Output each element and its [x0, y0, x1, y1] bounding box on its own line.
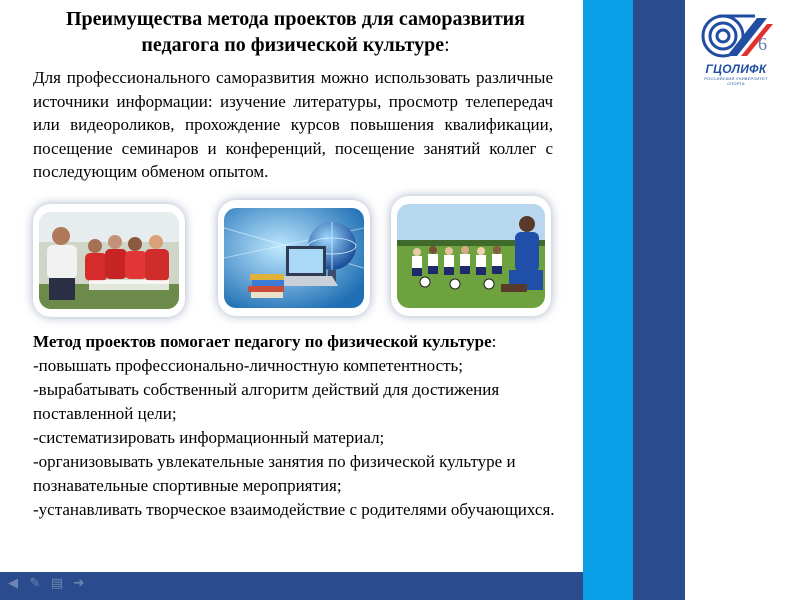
photo-coach-kids — [391, 196, 551, 316]
photo-globe-laptop — [218, 200, 370, 316]
coach-kids-football-photo — [397, 204, 545, 308]
methods-item: -устанавливать творческое взаимодействие с родителями обучающихся. — [33, 500, 555, 519]
methods-item: -систематизировать информационный материал; — [33, 428, 385, 447]
methods-lead: Метод проектов помогает педагогу по физической культуре — [33, 332, 492, 351]
decorative-stripe-light — [583, 0, 633, 600]
photo-team-huddle — [33, 204, 185, 317]
pen-icon[interactable]: ✎ — [29, 576, 41, 591]
slide-title — [28, 6, 563, 58]
intro-paragraph: Для профессионального саморазвития можно использовать различные источники информации: изучение литературы, просмотр телепередач или видеороликов, прохождение курсов повышения квалификации, посещение семинаров и конференций, посещение занятий коллег с последующим обменом опытом. — [33, 68, 553, 181]
logo-name: ГЦОЛИФК — [705, 62, 767, 76]
methods-item: -вырабатывать собственный алгоритм действий для достижения поставленной цели; — [33, 380, 500, 423]
globe-laptop-books-photo — [224, 208, 364, 308]
methods-heading — [33, 330, 563, 354]
menu-icon[interactable]: ▤ — [50, 576, 64, 591]
slideshow-toolbar — [0, 572, 583, 600]
logo-subtitle: РОССИЙСКИЙ УНИВЕРСИТЕТ СПОРТА — [704, 76, 768, 86]
methods-colon: : — [491, 332, 497, 351]
decorative-stripe-dark — [633, 0, 685, 600]
methods-item: -повышать профессионально-личностную компетентность; — [33, 356, 464, 375]
logo-panel — [685, 0, 800, 600]
methods-item: -организовывать увлекательные занятия по физической культуре и познавательные спортивные мероприятия; — [33, 452, 516, 495]
slide-title-colon: : — [444, 34, 450, 56]
football-icon — [420, 277, 430, 287]
arrow-left-icon[interactable]: ◀ — [8, 576, 18, 591]
slide-title-text: Преимущества метода проектов для саморазвития педагога по физической культуре — [65, 8, 525, 56]
books-stack — [250, 274, 284, 280]
arrow-right-icon[interactable]: ➔ — [73, 576, 85, 591]
methods-block — [33, 330, 563, 522]
team-huddle-photo — [39, 212, 179, 309]
page-number: 6 — [758, 34, 767, 54]
